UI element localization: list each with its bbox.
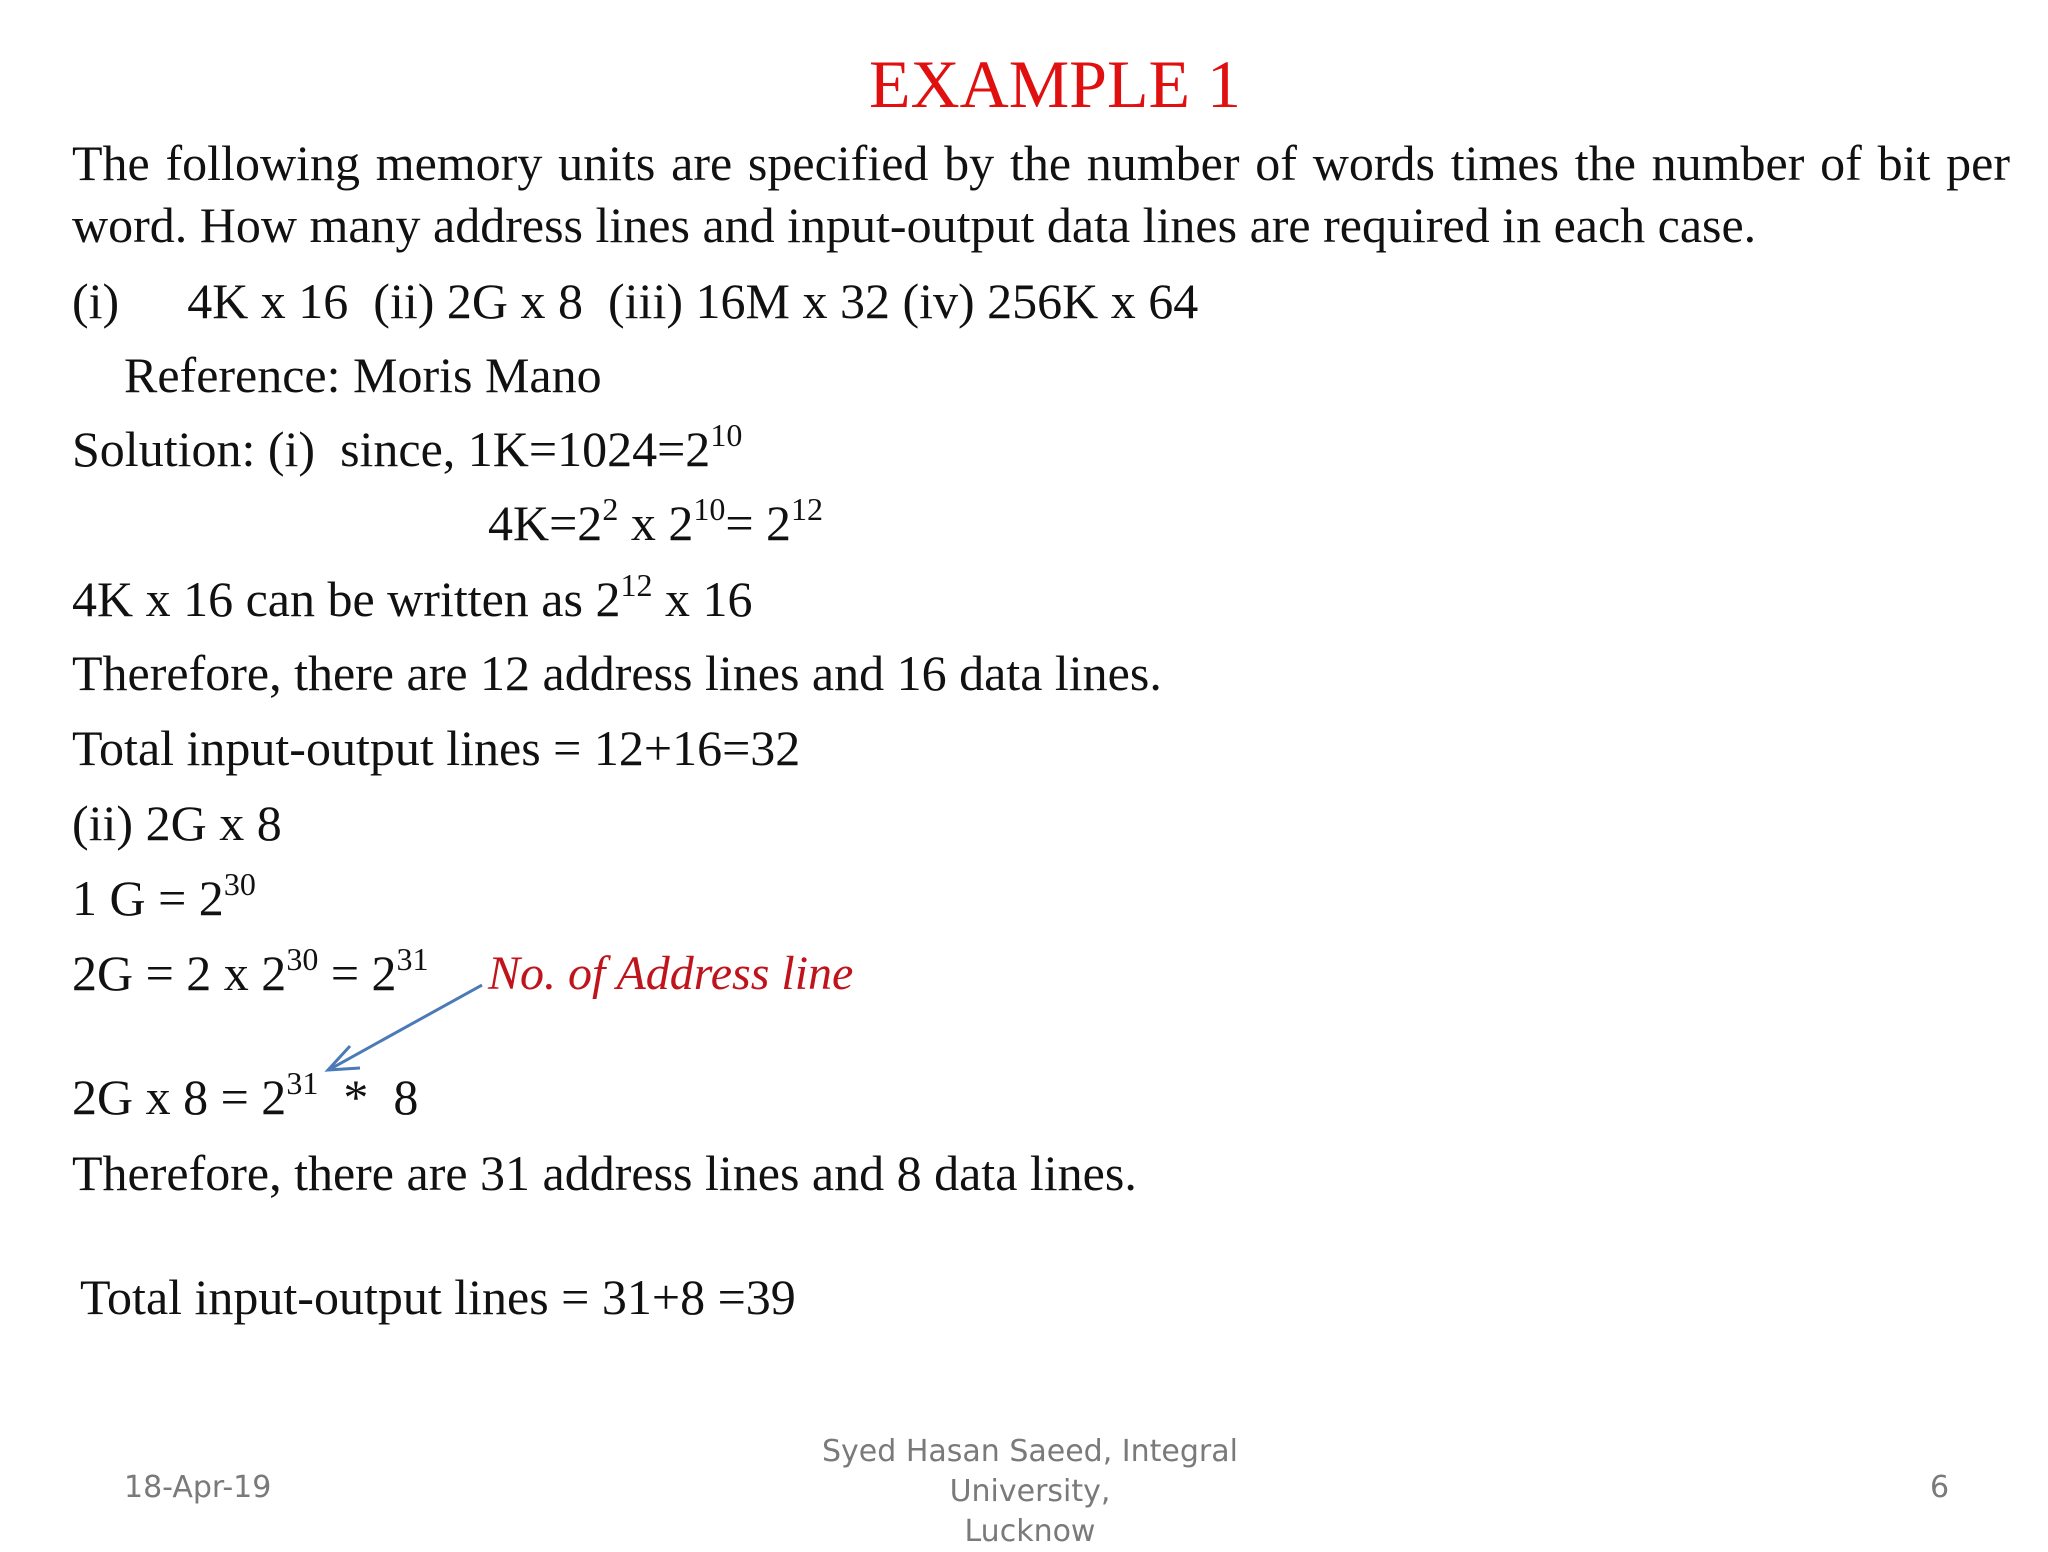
- reference-text: Reference: Moris Mano: [124, 347, 602, 403]
- therefore-line-2: Therefore, there are 31 address lines and 8 data lines.: [72, 1145, 1137, 1201]
- options-list: 4K x 16 (ii) 2G x 8 (iii) 16M x 32 (iv) 256K x 64: [187, 273, 1199, 329]
- expr-part: 1 G = 2: [72, 870, 224, 926]
- expr-part: x 16: [652, 571, 753, 627]
- option-i-label: (i): [72, 273, 120, 329]
- exponent: 10: [693, 491, 726, 527]
- exponent: 12: [620, 567, 653, 603]
- total-line-1: Total input-output lines = 12+16=32: [72, 720, 801, 776]
- question-text: The following memory units are specified by the number of words times the number of bit per word. How many address lines and input-output data lines are required in each case.: [72, 135, 2010, 253]
- expr-part: = 2: [725, 495, 792, 551]
- exponent: 30: [223, 866, 256, 902]
- footer-page-number: 6: [1930, 1470, 1950, 1505]
- expr-part: x 2: [618, 495, 694, 551]
- solution-text: Solution: (i) since, 1K=1024=2: [72, 421, 711, 477]
- address-line-annotation: No. of Address line: [488, 947, 854, 1000]
- expr-part: = 2: [318, 945, 397, 1001]
- exponent: 2: [602, 491, 619, 527]
- footer-author-line-1: Syed Hasan Saeed, Integral University,: [822, 1434, 1238, 1509]
- expr-part: 2G = 2 x 2: [72, 945, 287, 1001]
- expr-part: 4K x 16 can be written as 2: [72, 571, 621, 627]
- expr-part: 2G x 8 = 2: [72, 1069, 287, 1125]
- footer-date: 18-Apr-19: [124, 1470, 272, 1505]
- exponent: 31: [286, 1065, 319, 1101]
- expr-part: 4K=2: [488, 495, 603, 551]
- product-line: [72, 1065, 419, 1125]
- exponent: 30: [286, 941, 319, 977]
- footer-author-line-2: Lucknow: [964, 1514, 1096, 1549]
- footer-author: [740, 1432, 1320, 1552]
- exponent: 12: [791, 491, 824, 527]
- slide-title: EXAMPLE 1: [868, 46, 1242, 122]
- exponent: 10: [710, 417, 743, 453]
- part-ii-heading: (ii) 2G x 8: [72, 795, 282, 851]
- total-line-2: Total input-output lines = 31+8 =39: [80, 1269, 796, 1325]
- exponent: 31: [396, 941, 429, 977]
- therefore-line-1: Therefore, there are 12 address lines and 16 data lines.: [72, 645, 1162, 701]
- expr-part: * 8: [318, 1069, 419, 1125]
